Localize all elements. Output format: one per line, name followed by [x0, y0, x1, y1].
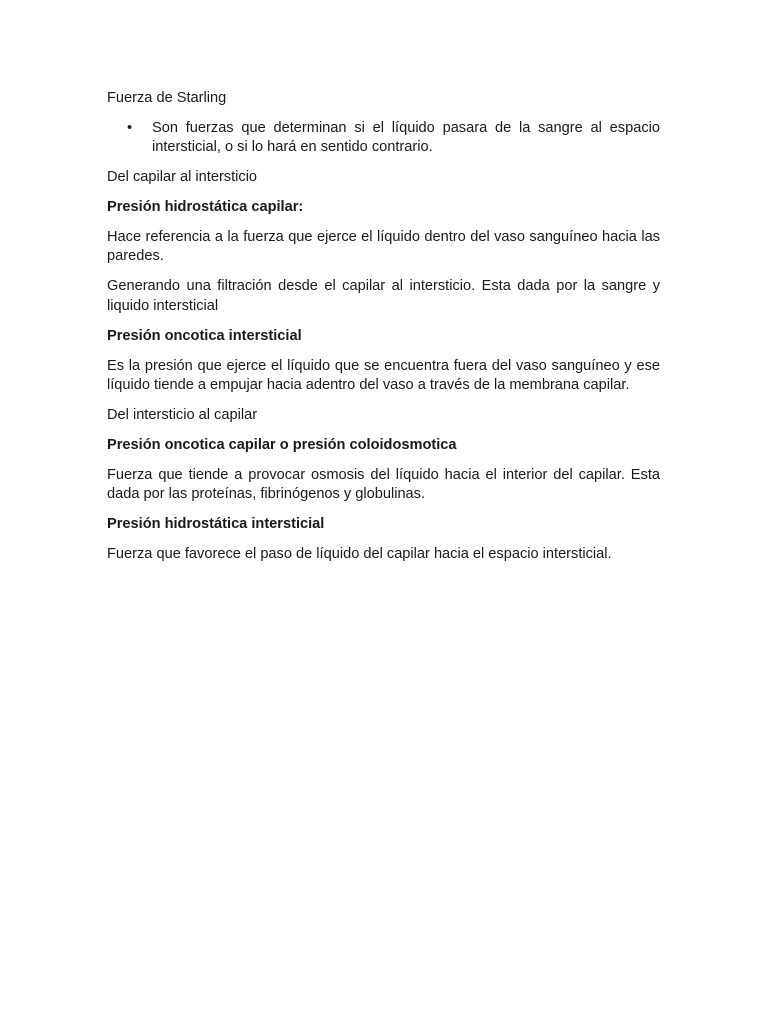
paragraph-hidrostatica-intersticial: Fuerza que favorece el paso de líquido del capilar hacia el espacio intersticial.: [107, 545, 612, 562]
heading-presion-hidrostatica-intersticial: Presión hidrostática intersticial: [107, 516, 325, 532]
paragraph-oncotica-capilar: Fuerza que tiende a provocar osmosis del líquido hacia el interior del capilar. Esta dada por las proteínas, fibrinógenos y globulinas.: [107, 466, 660, 503]
heading-presion-oncotica-intersticial: Presión oncotica intersticial: [107, 327, 302, 344]
paragraph-hidrostatica-capilar-definition: Hace referencia a la fuerza que ejerce el líquido dentro del vaso sanguíneo hacia las paredes.: [107, 229, 660, 265]
bullet-icon: •: [127, 119, 133, 136]
intro-bullet-list: [107, 119, 660, 158]
bullet-text: Son fuerzas que determinan si el líquido pasara de la sangre al espacio intersticial, o si lo hará en sentido contrario.: [152, 119, 660, 156]
document-body: [107, 89, 660, 575]
heading-presion-oncotica-capilar: Presión oncotica capilar o presión coloidosmotica: [107, 436, 457, 453]
paragraph-oncotica-intersticial: Es la presión que ejerce el líquido que se encuentra fuera del vaso sanguíneo y ese líquido tiende a empujar hacia adentro del vaso a través de la membrana capilar.: [107, 357, 660, 393]
paragraph-hidrostatica-capilar-filtration: Generando una filtración desde el capilar al intersticio. Esta dada por la sangre y liquido intersticial: [107, 278, 660, 314]
section-label-capilar-intersticio: Del capilar al intersticio: [107, 169, 258, 186]
section-label-intersticio-capilar: Del intersticio al capilar: [107, 406, 258, 423]
list-item: [107, 119, 660, 158]
document-title: Fuerza de Starling: [107, 90, 227, 106]
heading-presion-hidrostatica-capilar: Presión hidrostática capilar:: [107, 199, 304, 216]
